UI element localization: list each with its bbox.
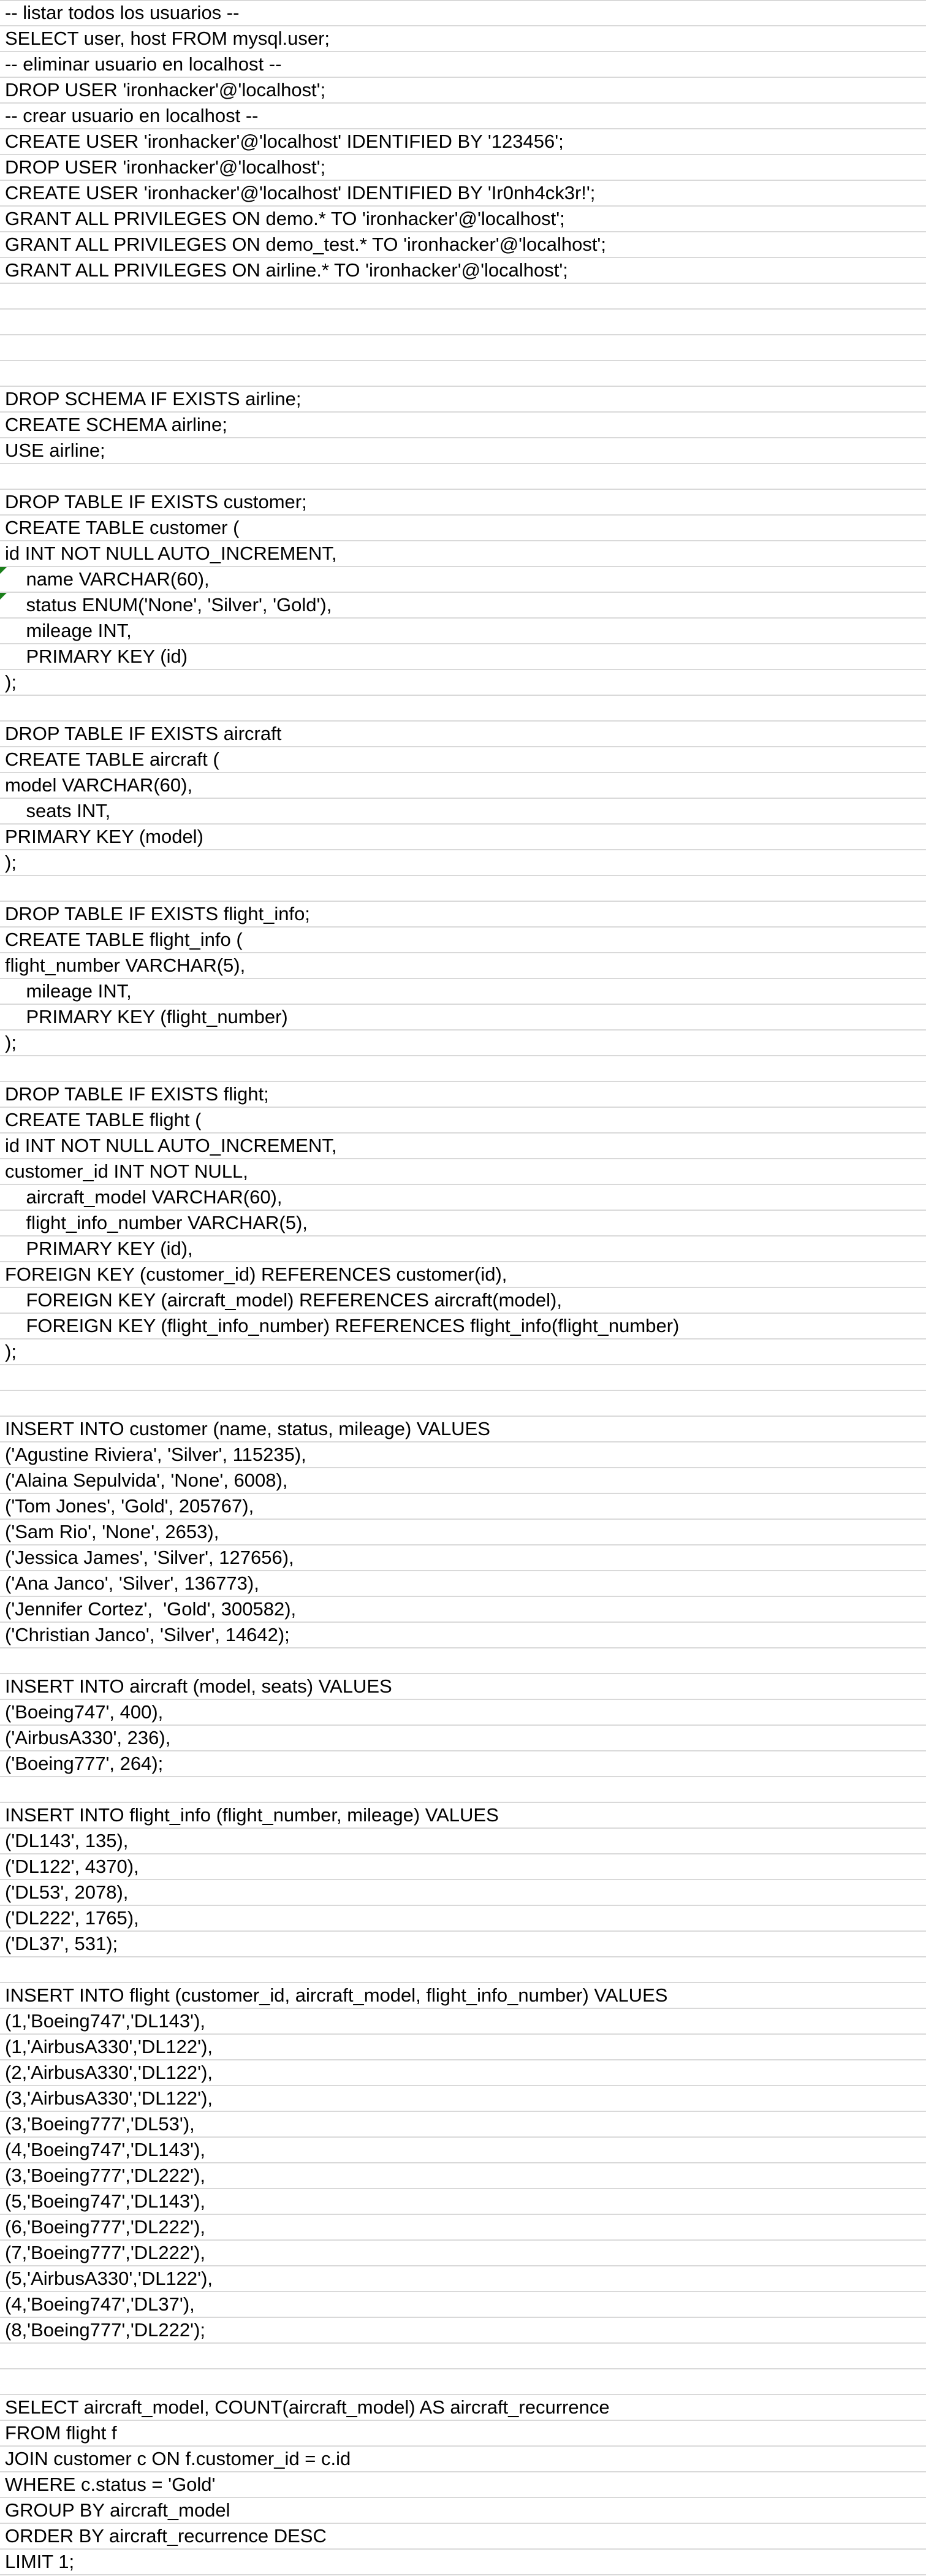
cell-text: ('AirbusA330', 236), (5, 1727, 171, 1748)
cell-text: CREATE TABLE aircraft ( (5, 749, 219, 770)
sheet-cell[interactable] (0, 1056, 926, 1082)
sheet-cell[interactable] (0, 953, 926, 979)
sheet-cell[interactable] (0, 2266, 926, 2292)
cell-text: PRIMARY KEY (flight_number) (5, 1006, 288, 1027)
cell-text: CREATE TABLE customer ( (5, 517, 240, 538)
sheet-cell[interactable] (0, 2550, 926, 2575)
sheet-cell[interactable] (0, 1211, 926, 1237)
sheet-cell[interactable] (0, 2498, 926, 2524)
sheet-cell[interactable] (0, 284, 926, 310)
sheet-cell[interactable] (0, 1520, 926, 1545)
sheet-cell[interactable] (0, 1906, 926, 1932)
cell-text: ('Jennifer Cortez', 'Gold', 300582), (5, 1598, 297, 1620)
cell-text: DROP TABLE IF EXISTS aircraft (5, 723, 282, 744)
cell-text: flight_number VARCHAR(5), (5, 955, 246, 976)
sheet-cell[interactable] (0, 26, 926, 52)
cell-text: PRIMARY KEY (id) (5, 646, 188, 667)
sheet-cell[interactable] (0, 2524, 926, 2550)
cell-text: GROUP BY aircraft_model (5, 2499, 230, 2521)
sheet-cell[interactable] (0, 644, 926, 670)
sheet-cell[interactable] (0, 490, 926, 516)
cell-text: (7,'Boeing777','DL222'), (5, 2242, 205, 2263)
cell-text: ('Christian Janco', 'Silver', 14642); (5, 1624, 290, 1645)
cell-error-flag-icon (0, 567, 7, 574)
sheet-cell[interactable] (0, 1314, 926, 1339)
sheet-cell[interactable] (0, 361, 926, 387)
cell-text: DROP USER 'ironhacker'@'localhost'; (5, 79, 326, 101)
cell-text: INSERT INTO flight_info (flight_number, mileage) VALUES (5, 1804, 499, 1826)
sheet-cell[interactable] (0, 1726, 926, 1751)
cell-text: ('DL122', 4370), (5, 1856, 139, 1877)
sheet-cell[interactable] (0, 2447, 926, 2472)
sheet-cell[interactable] (0, 310, 926, 335)
cell-text: INSERT INTO flight (customer_id, aircraft_model, flight_info_number) VALUES (5, 1984, 668, 2006)
sheet-cell[interactable] (0, 129, 926, 155)
cell-text: flight_info_number VARCHAR(5), (5, 1212, 308, 1233)
cell-text: GRANT ALL PRIVILEGES ON demo_test.* TO 'ironhacker'@'localhost'; (5, 234, 606, 255)
cell-text: ('DL37', 531); (5, 1933, 118, 1954)
sheet-cell[interactable] (0, 1648, 926, 1674)
sheet-cell[interactable] (0, 2395, 926, 2421)
cell-text: PRIMARY KEY (model) (5, 826, 203, 847)
cell-text: (2,'AirbusA330','DL122'), (5, 2062, 213, 2083)
sheet-cell[interactable] (0, 2189, 926, 2215)
cell-text: SELECT aircraft_model, COUNT(aircraft_model) AS aircraft_recurrence (5, 2396, 610, 2418)
sheet-cell[interactable] (0, 1829, 926, 1854)
cell-text: FOREIGN KEY (aircraft_model) REFERENCES aircraft(model), (5, 1289, 562, 1311)
cell-text: (3,'Boeing777','DL53'), (5, 2113, 195, 2135)
sheet-cell[interactable] (0, 1880, 926, 1906)
sheet-cell[interactable] (0, 181, 926, 207)
sheet-cell[interactable] (0, 1005, 926, 1031)
sheet-cell[interactable] (0, 2292, 926, 2318)
sheet-cell[interactable] (0, 1, 926, 26)
cell-text: ); (5, 852, 17, 873)
sheet-cell[interactable] (0, 2421, 926, 2447)
sheet-cell[interactable] (0, 541, 926, 567)
cell-text: id INT NOT NULL AUTO_INCREMENT, (5, 1135, 337, 1156)
sheet-cell[interactable] (0, 207, 926, 232)
cell-text: ('Ana Janco', 'Silver', 136773), (5, 1572, 259, 1594)
sheet-cell[interactable] (0, 1108, 926, 1134)
sheet-cell[interactable] (0, 928, 926, 953)
cell-text: CREATE SCHEMA airline; (5, 414, 227, 435)
sheet-cell[interactable] (0, 78, 926, 104)
sheet-cell[interactable] (0, 773, 926, 799)
sheet-cell[interactable] (0, 1854, 926, 1880)
sheet-cell[interactable] (0, 2086, 926, 2112)
cell-text: DROP TABLE IF EXISTS customer; (5, 491, 307, 513)
cell-text: FOREIGN KEY (flight_info_number) REFERENCES flight_info(flight_number) (5, 1315, 680, 1336)
cell-text: FROM flight f (5, 2422, 117, 2444)
sheet-cell[interactable] (0, 619, 926, 644)
cell-text: CREATE TABLE flight_info ( (5, 929, 243, 950)
cell-text: id INT NOT NULL AUTO_INCREMENT, (5, 543, 337, 564)
sheet-cell[interactable] (0, 1185, 926, 1211)
sheet-cell[interactable] (0, 1957, 926, 1983)
sheet-cell[interactable] (0, 1803, 926, 1829)
cell-text: -- eliminar usuario en localhost -- (5, 53, 282, 75)
sheet-cell[interactable] (0, 2060, 926, 2086)
sheet-cell[interactable] (0, 2138, 926, 2163)
cell-text: ('Tom Jones', 'Gold', 205767), (5, 1495, 254, 1517)
sheet-cell[interactable] (0, 722, 926, 747)
cell-text: mileage INT, (5, 980, 132, 1002)
cell-text: ); (5, 1341, 17, 1362)
sheet-cell[interactable] (0, 1391, 926, 1417)
sheet-cell[interactable] (0, 1545, 926, 1571)
sheet-cell[interactable] (0, 850, 926, 876)
cell-error-flag-icon (0, 593, 7, 600)
cell-text: ORDER BY aircraft_recurrence DESC (5, 2525, 327, 2547)
sheet-cell[interactable] (0, 1262, 926, 1288)
sheet-cell[interactable] (0, 258, 926, 284)
sheet-cell[interactable] (0, 464, 926, 490)
sheet-cell[interactable] (0, 799, 926, 825)
cell-text: model VARCHAR(60), (5, 774, 193, 796)
sheet-cell[interactable] (0, 2472, 926, 2498)
sheet-cell[interactable] (0, 1288, 926, 1314)
sheet-cell[interactable] (0, 2318, 926, 2344)
cell-text: (6,'Boeing777','DL222'), (5, 2216, 205, 2238)
sheet-cell[interactable] (0, 52, 926, 78)
cell-text: CREATE TABLE flight ( (5, 1109, 202, 1130)
sheet-cell[interactable] (0, 1417, 926, 1442)
cell-text: ('Agustine Riviera', 'Silver', 115235), (5, 1444, 306, 1465)
sheet-cell[interactable] (0, 413, 926, 438)
cell-text: ('Boeing747', 400), (5, 1701, 164, 1723)
sheet-cell[interactable] (0, 1623, 926, 1648)
sheet-cell[interactable] (0, 1134, 926, 1159)
cell-text: -- listar todos los usuarios -- (5, 2, 240, 23)
cell-text: PRIMARY KEY (id), (5, 1238, 193, 1259)
sheet-cell[interactable] (0, 696, 926, 722)
cell-text: (1,'Boeing747','DL143'), (5, 2010, 205, 2032)
sheet-cell[interactable] (0, 1932, 926, 1957)
cell-text: (8,'Boeing777','DL222'); (5, 2319, 205, 2341)
sheet-cell[interactable] (0, 670, 926, 696)
cell-text: (4,'Boeing747','DL143'), (5, 2139, 205, 2160)
cell-text: (3,'AirbusA330','DL122'), (5, 2087, 213, 2109)
sheet-cell[interactable] (0, 335, 926, 361)
sheet-cell[interactable] (0, 2163, 926, 2189)
cell-text: INSERT INTO customer (name, status, mileage) VALUES (5, 1418, 490, 1439)
cell-text: (1,'AirbusA330','DL122'), (5, 2036, 213, 2057)
cell-text: ('Jessica James', 'Silver', 127656), (5, 1547, 294, 1568)
cell-text: (4,'Boeing747','DL37'), (5, 2293, 195, 2315)
cell-text: aircraft_model VARCHAR(60), (5, 1186, 283, 1208)
sheet-cell[interactable] (0, 2369, 926, 2395)
cell-text: customer_id INT NOT NULL, (5, 1160, 248, 1182)
cell-text: FOREIGN KEY (customer_id) REFERENCES customer(id), (5, 1263, 507, 1285)
sheet-cell[interactable] (0, 1777, 926, 1803)
sheet-cell[interactable] (0, 1237, 926, 1262)
sheet-cell[interactable] (0, 1365, 926, 1391)
sheet-cell[interactable] (0, 876, 926, 902)
cell-text: CREATE USER 'ironhacker'@'localhost' IDENTIFIED BY 'Ir0nh4ck3r!'; (5, 182, 596, 204)
sheet-cell[interactable] (0, 1339, 926, 1365)
sheet-cell[interactable] (0, 1983, 926, 2009)
cell-text: CREATE USER 'ironhacker'@'localhost' IDENTIFIED BY '123456'; (5, 131, 564, 152)
sheet-cell[interactable] (0, 438, 926, 464)
sheet-cell[interactable] (0, 1494, 926, 1520)
cell-text: ); (5, 1032, 17, 1053)
cell-text: DROP USER 'ironhacker'@'localhost'; (5, 156, 326, 178)
sheet-cell[interactable] (0, 155, 926, 181)
cell-text: ('Boeing777', 264); (5, 1753, 164, 1774)
sheet-cell[interactable] (0, 232, 926, 258)
sheet-cell[interactable] (0, 1159, 926, 1185)
cell-text: seats INT, (5, 800, 111, 821)
sheet-cell[interactable] (0, 2215, 926, 2241)
cell-text: USE airline; (5, 440, 105, 461)
cell-text: WHERE c.status = 'Gold' (5, 2474, 216, 2495)
sheet-cell[interactable] (0, 1751, 926, 1777)
cell-text: (5,'Boeing747','DL143'), (5, 2190, 205, 2212)
cell-text: name VARCHAR(60), (5, 568, 210, 590)
sheet-cell[interactable] (0, 1468, 926, 1494)
sheet-cell[interactable] (0, 516, 926, 541)
sheet-cell[interactable] (0, 567, 926, 593)
cell-text: GRANT ALL PRIVILEGES ON airline.* TO 'ironhacker'@'localhost'; (5, 259, 568, 281)
sheet-cell[interactable] (0, 2035, 926, 2060)
sheet-cell[interactable] (0, 593, 926, 619)
cell-text: (5,'AirbusA330','DL122'), (5, 2268, 213, 2289)
cell-text: ); (5, 671, 17, 693)
sheet-cell[interactable] (0, 2112, 926, 2138)
sheet-cell[interactable] (0, 2241, 926, 2266)
cell-text: SELECT user, host FROM mysql.user; (5, 28, 330, 49)
cell-text: DROP SCHEMA IF EXISTS airline; (5, 388, 302, 410)
cell-text: ('DL53', 2078), (5, 1881, 129, 1903)
sheet-cell[interactable] (0, 104, 926, 129)
cell-text: LIMIT 1; (5, 2551, 75, 2572)
sheet-cell[interactable] (0, 1571, 926, 1597)
sheet-cell[interactable] (0, 1442, 926, 1468)
cell-text: ('DL143', 135), (5, 1830, 129, 1851)
cell-text: status ENUM('None', 'Silver', 'Gold'), (5, 594, 332, 615)
sheet-cell[interactable] (0, 1674, 926, 1700)
cell-text: DROP TABLE IF EXISTS flight_info; (5, 903, 310, 924)
cell-text: ('Sam Rio', 'None', 2653), (5, 1521, 219, 1542)
cell-text: mileage INT, (5, 620, 132, 641)
sheet-cell[interactable] (0, 2009, 926, 2035)
sheet-cell[interactable] (0, 1700, 926, 1726)
cell-text: GRANT ALL PRIVILEGES ON demo.* TO 'ironhacker'@'localhost'; (5, 208, 565, 229)
sheet-cell[interactable] (0, 1082, 926, 1108)
cell-text: INSERT INTO aircraft (model, seats) VALUES (5, 1675, 392, 1697)
cell-text: ('Alaina Sepulvida', 'None', 6008), (5, 1469, 288, 1491)
cell-text: -- crear usuario en localhost -- (5, 105, 259, 126)
sheet-cell[interactable] (0, 387, 926, 413)
cell-text: ('DL222', 1765), (5, 1907, 139, 1929)
sheet-cell[interactable] (0, 2344, 926, 2369)
sheet-cell[interactable] (0, 1031, 926, 1056)
sheet-cell[interactable] (0, 979, 926, 1005)
sheet-cell[interactable] (0, 825, 926, 850)
sheet-cell[interactable] (0, 1597, 926, 1623)
sheet-cell[interactable] (0, 902, 926, 928)
cell-text: DROP TABLE IF EXISTS flight; (5, 1083, 269, 1105)
sheet-cell[interactable] (0, 747, 926, 773)
cell-text: JOIN customer c ON f.customer_id = c.id (5, 2448, 351, 2469)
cell-text: (3,'Boeing777','DL222'), (5, 2165, 205, 2186)
